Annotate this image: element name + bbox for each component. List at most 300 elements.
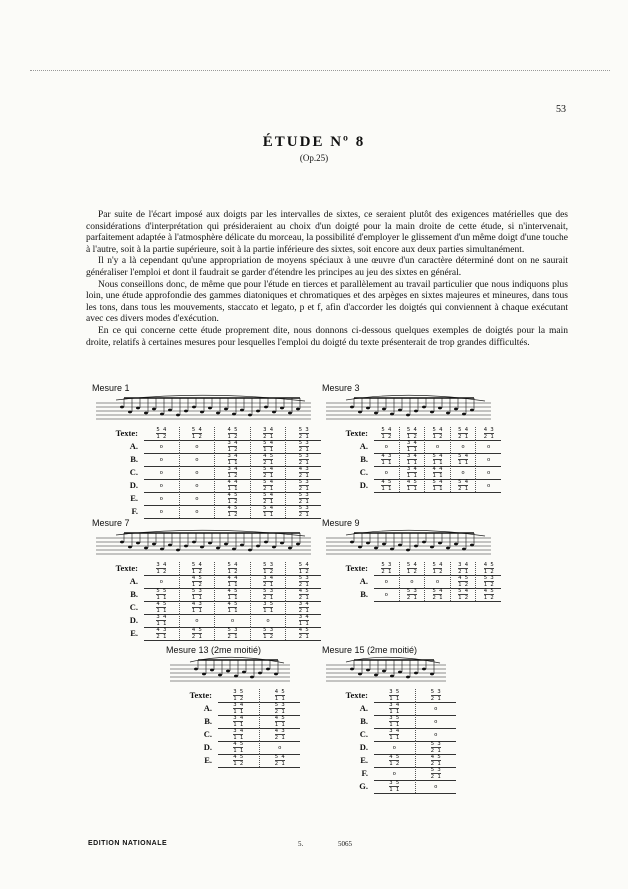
fingering-cell bbox=[180, 492, 216, 505]
finger-lower: 2 1 bbox=[263, 499, 274, 505]
finger-upper: 5 4 bbox=[263, 440, 274, 446]
fingering-row-label: D. bbox=[359, 480, 368, 490]
fingering-cell bbox=[260, 702, 301, 715]
finger-upper: 5 3 bbox=[430, 741, 441, 747]
fingering-cell bbox=[374, 689, 416, 702]
finger-upper: o bbox=[487, 443, 491, 450]
fingering-row bbox=[359, 440, 501, 453]
finger-upper: 4 5 bbox=[227, 492, 238, 498]
fingering-cell bbox=[144, 614, 180, 627]
finger-upper: 5 3 bbox=[430, 689, 441, 695]
fingering-row-label: E. bbox=[204, 755, 212, 765]
finger-lower: 1 2 bbox=[406, 434, 417, 440]
fingering-cell bbox=[180, 466, 216, 479]
finger-upper: 3 4 bbox=[263, 427, 274, 433]
fingering-row bbox=[345, 689, 456, 702]
finger-lower: 1 1 bbox=[389, 722, 400, 728]
fingering-row bbox=[359, 741, 456, 754]
finger-upper: 5 3 bbox=[263, 588, 274, 594]
finger-lower: 1 2 bbox=[191, 569, 202, 575]
finger-lower: 2 1 bbox=[430, 761, 441, 767]
fingering-cell bbox=[425, 440, 451, 453]
fingering-cell bbox=[144, 440, 180, 453]
finger-upper: o bbox=[434, 783, 438, 790]
finger-upper: 4 5 bbox=[298, 627, 309, 633]
finger-upper: 5 3 bbox=[298, 479, 309, 485]
fingering-row-label: E. bbox=[130, 493, 138, 503]
finger-upper: 5 4 bbox=[191, 427, 202, 433]
fingering-cell bbox=[215, 601, 251, 614]
music-staff bbox=[326, 528, 491, 562]
finger-upper: o bbox=[434, 705, 438, 712]
finger-upper: 3 5 bbox=[263, 601, 274, 607]
finger-upper: o bbox=[159, 482, 163, 489]
finger-upper: 4 5 bbox=[263, 453, 274, 459]
finger-upper: 5 4 bbox=[432, 427, 443, 433]
finger-upper: 3 4 bbox=[227, 440, 238, 446]
fingering-cell bbox=[218, 702, 260, 715]
fingering-cell bbox=[144, 453, 180, 466]
finger-upper: 3 4 bbox=[227, 453, 238, 459]
fingering-row-label: B. bbox=[130, 589, 138, 599]
finger-upper: 4 5 bbox=[430, 754, 441, 760]
finger-lower: 2 1 bbox=[430, 696, 441, 702]
finger-upper: 5 4 bbox=[432, 453, 443, 459]
finger-upper: o bbox=[195, 508, 199, 515]
finger-upper: 5 4 bbox=[432, 479, 443, 485]
finger-lower: 2 1 bbox=[483, 434, 494, 440]
finger-upper: o bbox=[195, 495, 199, 502]
fingering-cell bbox=[260, 715, 301, 728]
finger-upper: 5 4 bbox=[191, 562, 202, 568]
finger-lower: 2 1 bbox=[458, 486, 469, 492]
fingering-cell bbox=[451, 479, 477, 492]
fingering-row-label: E. bbox=[130, 628, 138, 638]
finger-upper: 4 5 bbox=[274, 715, 285, 721]
fingering-cell bbox=[144, 627, 180, 640]
finger-lower: 2 1 bbox=[381, 569, 392, 575]
finger-upper: 4 4 bbox=[227, 479, 238, 485]
fingering-cell bbox=[374, 728, 416, 741]
fingering-cell bbox=[476, 453, 501, 466]
finger-lower: 1 2 bbox=[483, 582, 494, 588]
fingering-cell bbox=[251, 505, 287, 518]
fingering-row bbox=[131, 505, 321, 518]
finger-upper: 5 4 bbox=[156, 427, 167, 433]
finger-lower: 2 1 bbox=[298, 473, 309, 479]
fingering-cell bbox=[286, 562, 321, 575]
fingering-cell bbox=[416, 715, 457, 728]
fingering-cell bbox=[374, 715, 416, 728]
fingering-cell bbox=[180, 562, 216, 575]
finger-lower: 2 1 bbox=[298, 595, 309, 601]
fingering-row-label: A. bbox=[359, 703, 368, 713]
finger-upper: 4 5 bbox=[274, 689, 285, 695]
finger-lower: 1 2 bbox=[227, 473, 238, 479]
finger-upper: 3 4 bbox=[406, 440, 417, 446]
fingering-cell bbox=[251, 453, 287, 466]
finger-lower: 1 1 bbox=[233, 722, 244, 728]
finger-upper: 4 5 bbox=[381, 479, 392, 485]
fingering-row-label: C. bbox=[129, 602, 138, 612]
fingering-row bbox=[204, 754, 300, 767]
finger-upper: 5 3 bbox=[298, 492, 309, 498]
finger-upper: 5 4 bbox=[432, 562, 443, 568]
finger-lower: 1 1 bbox=[389, 787, 400, 793]
fingering-cell bbox=[180, 588, 216, 601]
paragraph: Il n'y a là cependant qu'une appropriation de moyens spéciaux à une œuvre d'un caractère déterminé dont on ne saurait généraliser l'emploi et dont il faudrait se garder d'étendre les principes au jeu des sixtes en général. bbox=[86, 256, 568, 278]
finger-lower: 1 1 bbox=[191, 608, 202, 614]
music-staff bbox=[170, 655, 290, 689]
finger-lower: 1 1 bbox=[458, 460, 469, 466]
fingering-cell bbox=[451, 440, 477, 453]
finger-upper: o bbox=[384, 578, 388, 585]
music-staff bbox=[96, 528, 311, 562]
finger-upper: o bbox=[159, 456, 163, 463]
fingering-cell bbox=[144, 492, 180, 505]
fingering-cell bbox=[144, 479, 180, 492]
fingering-row-label: B. bbox=[204, 716, 212, 726]
fingering-cell bbox=[416, 702, 457, 715]
fingering-row bbox=[203, 702, 300, 715]
fingering-row bbox=[345, 427, 501, 440]
finger-lower: 2 1 bbox=[227, 634, 238, 640]
fingering-cell bbox=[215, 492, 251, 505]
fingering-cell bbox=[144, 505, 180, 518]
finger-upper: o bbox=[487, 469, 491, 476]
fingering-row-label: Texte: bbox=[115, 563, 138, 573]
finger-lower: 1 2 bbox=[233, 761, 244, 767]
fingering-cell bbox=[286, 627, 321, 640]
finger-upper: 5 3 bbox=[298, 505, 309, 511]
fingering-cell bbox=[218, 689, 260, 702]
finger-upper: o bbox=[278, 744, 282, 751]
finger-upper: 4 5 bbox=[191, 575, 202, 581]
finger-lower: 1 2 bbox=[432, 434, 443, 440]
finger-lower: 2 1 bbox=[298, 608, 309, 614]
fingering-row bbox=[360, 453, 501, 466]
finger-upper: 5 3 bbox=[191, 588, 202, 594]
finger-upper: o bbox=[435, 443, 440, 450]
fingering-cell bbox=[451, 575, 477, 588]
fingering-cell bbox=[251, 601, 287, 614]
fingering-cell bbox=[286, 601, 321, 614]
finger-lower: 2 1 bbox=[298, 512, 309, 518]
fingering-cell bbox=[416, 741, 457, 754]
finger-lower: 1 1 bbox=[298, 621, 309, 627]
fingering-cell bbox=[400, 575, 426, 588]
fingering-cell bbox=[215, 575, 251, 588]
finger-upper: 5 4 bbox=[458, 479, 469, 485]
finger-lower: 2 1 bbox=[406, 595, 417, 601]
finger-upper: 3 5 bbox=[233, 689, 244, 695]
finger-upper: o bbox=[384, 443, 388, 450]
fingering-cell bbox=[476, 427, 501, 440]
fingering-row bbox=[360, 754, 456, 767]
fingering-cell bbox=[180, 440, 216, 453]
finger-lower: 1 2 bbox=[406, 569, 417, 575]
fingering-row-label: A. bbox=[359, 576, 368, 586]
fingering-row bbox=[130, 492, 321, 505]
publisher: EDITION NATIONALE bbox=[88, 840, 168, 847]
finger-lower: 1 1 bbox=[227, 582, 238, 588]
fingering-cell bbox=[215, 562, 251, 575]
finger-lower: 1 2 bbox=[483, 595, 494, 601]
finger-lower: 2 1 bbox=[263, 582, 274, 588]
fingering-cell bbox=[215, 588, 251, 601]
fingering-cell bbox=[286, 466, 321, 479]
finger-lower: 1 1 bbox=[156, 608, 167, 614]
finger-lower: 1 2 bbox=[227, 434, 238, 440]
finger-upper: o bbox=[384, 469, 388, 476]
finger-upper: 5 3 bbox=[298, 453, 309, 459]
paragraph: En ce qui concerne cette étude proprement dite, nous donnons ci-dessous quelques exemples de doigtés pour la main droite, relatifs à certaines mesures pour lesquelles l'emploi du doigté du texte présenterait de trop grandes difficultés. bbox=[86, 325, 568, 348]
fingering-cell bbox=[425, 466, 451, 479]
finger-upper: 4 3 bbox=[191, 601, 202, 607]
finger-upper: o bbox=[230, 617, 235, 624]
finger-lower: 1 2 bbox=[263, 634, 274, 640]
finger-upper: 3 4 bbox=[156, 562, 167, 568]
music-staff bbox=[326, 393, 491, 427]
fingering-cell bbox=[400, 453, 426, 466]
finger-lower: 1 2 bbox=[156, 569, 167, 575]
fingering-cell bbox=[215, 440, 251, 453]
finger-upper: 3 4 bbox=[406, 453, 417, 459]
finger-upper: 5 3 bbox=[381, 562, 392, 568]
finger-upper: 5 3 bbox=[263, 627, 274, 633]
finger-upper: 4 5 bbox=[406, 479, 417, 485]
fingering-cell bbox=[374, 754, 416, 767]
fingering-cell bbox=[416, 780, 457, 793]
fingering-cell bbox=[251, 588, 287, 601]
finger-lower: 1 1 bbox=[227, 595, 238, 601]
finger-lower: 1 2 bbox=[227, 499, 238, 505]
finger-lower: 1 2 bbox=[458, 582, 469, 588]
fingering-row-label: C. bbox=[359, 467, 368, 477]
fingering-cell bbox=[374, 780, 416, 793]
fingering-cell bbox=[144, 427, 180, 440]
fingering-cell bbox=[286, 588, 321, 601]
fingering-cell bbox=[451, 562, 477, 575]
finger-upper: 5 3 bbox=[274, 702, 285, 708]
finger-upper: 5 4 bbox=[458, 453, 469, 459]
finger-upper: 3 4 bbox=[233, 728, 244, 734]
finger-lower: 2 1 bbox=[274, 761, 285, 767]
fingering-cell bbox=[400, 466, 426, 479]
paragraph: Par suite de l'écart imposé aux doigts par les intervalles de sixtes, ce seraient plutôt des exigences matérielles que des considérations d'interprétation qui présideraient au choix d'un doigté pour la main droite de cette étude, si n'intervenait, parfaitement adaptée à l'atmosphère délicate du morceau, la possibilité d'employer le glissement d'un même doigt d'une touche à l'autre, soit à la partie supérieure, soit à la partie inférieure des sixtes, soit encore aux deux parties simultanément. bbox=[86, 210, 568, 255]
fingering-cell bbox=[144, 562, 180, 575]
finger-upper: 5 5 bbox=[156, 588, 167, 594]
finger-upper: 5 3 bbox=[263, 562, 274, 568]
finger-upper: 4 5 bbox=[483, 588, 494, 594]
finger-lower: 1 2 bbox=[432, 569, 443, 575]
top-rule bbox=[30, 70, 610, 71]
finger-upper: 5 4 bbox=[458, 588, 469, 594]
fingering-cell bbox=[180, 479, 216, 492]
fingering-cell bbox=[215, 479, 251, 492]
fingering-row bbox=[359, 479, 501, 492]
finger-upper: o bbox=[159, 508, 163, 515]
fingering-row-label: B. bbox=[360, 589, 368, 599]
fingering-row bbox=[359, 466, 501, 479]
finger-upper: 4 5 bbox=[227, 588, 238, 594]
opus-number: (Op.25) bbox=[299, 153, 329, 163]
finger-lower: 2 1 bbox=[458, 434, 469, 440]
finger-lower: 1 1 bbox=[156, 595, 167, 601]
finger-lower: 2 1 bbox=[263, 434, 274, 440]
finger-upper: 5 4 bbox=[274, 754, 285, 760]
finger-lower: 1 2 bbox=[191, 582, 202, 588]
fingering-cell bbox=[374, 453, 400, 466]
finger-upper: 5 4 bbox=[298, 562, 309, 568]
finger-upper: 4 3 bbox=[483, 427, 494, 433]
finger-upper: 5 4 bbox=[406, 427, 417, 433]
finger-upper: o bbox=[434, 718, 438, 725]
fingering-row bbox=[130, 453, 321, 466]
finger-lower: 1 1 bbox=[406, 447, 417, 453]
finger-upper: o bbox=[392, 770, 396, 777]
finger-upper: 3 5 bbox=[389, 780, 400, 786]
fingering-cell bbox=[374, 741, 416, 754]
fingering-row-label: Texte: bbox=[345, 428, 368, 438]
finger-lower: 1 1 bbox=[263, 512, 274, 518]
fingering-cell bbox=[180, 627, 216, 640]
finger-upper: 5 4 bbox=[432, 588, 443, 594]
fingering-cell bbox=[425, 575, 451, 588]
finger-upper: 5 4 bbox=[263, 492, 274, 498]
fingering-row bbox=[129, 614, 321, 627]
fingering-row-label: G. bbox=[359, 781, 368, 791]
fingering-cell bbox=[374, 562, 400, 575]
finger-upper: o bbox=[159, 469, 163, 476]
finger-lower: 1 1 bbox=[233, 735, 244, 741]
fingering-cell bbox=[215, 627, 251, 640]
fingering-row-label: D. bbox=[203, 742, 212, 752]
fingering-cell bbox=[374, 702, 416, 715]
finger-lower: 1 2 bbox=[227, 569, 238, 575]
fingering-cell bbox=[425, 427, 451, 440]
fingering-row bbox=[115, 427, 321, 440]
fingering-cell bbox=[286, 427, 321, 440]
finger-lower: 1 1 bbox=[274, 696, 285, 702]
fingering-cell bbox=[476, 588, 501, 601]
finger-upper: 3 4 bbox=[406, 466, 417, 472]
fingering-cell bbox=[180, 601, 216, 614]
fingering-cell bbox=[215, 614, 251, 627]
fingering-cell bbox=[476, 479, 501, 492]
finger-lower: 2 1 bbox=[458, 569, 469, 575]
finger-upper: 4 5 bbox=[227, 505, 238, 511]
fingering-cell bbox=[218, 754, 260, 767]
finger-upper: 5 3 bbox=[298, 427, 309, 433]
finger-lower: 1 2 bbox=[381, 434, 392, 440]
fingering-cell bbox=[374, 479, 400, 492]
fingering-row bbox=[130, 627, 321, 640]
fingering-cell bbox=[180, 427, 216, 440]
fingering-cell bbox=[180, 453, 216, 466]
finger-upper: o bbox=[195, 456, 199, 463]
fingering-cell bbox=[251, 479, 287, 492]
fingering-cell bbox=[374, 767, 416, 780]
finger-upper: 5 4 bbox=[263, 505, 274, 511]
fingering-cell bbox=[260, 754, 301, 767]
fingering-row bbox=[129, 440, 321, 453]
fingering-cell bbox=[260, 728, 301, 741]
finger-upper: 5 3 bbox=[406, 588, 417, 594]
finger-upper: 5 4 bbox=[406, 562, 417, 568]
finger-upper: 5 4 bbox=[263, 479, 274, 485]
fingering-cell bbox=[416, 767, 457, 780]
fingering-cell bbox=[400, 479, 426, 492]
finger-upper: 5 4 bbox=[381, 427, 392, 433]
fingering-cell bbox=[476, 466, 501, 479]
fingering-cell bbox=[215, 427, 251, 440]
fingering-row bbox=[361, 767, 456, 780]
finger-upper: o bbox=[487, 456, 491, 463]
finger-upper: 3 4 bbox=[298, 601, 309, 607]
fingering-row bbox=[345, 562, 501, 575]
fingering-cell bbox=[425, 453, 451, 466]
finger-lower: 2 1 bbox=[263, 460, 274, 466]
music-staff bbox=[96, 393, 311, 427]
fingering-cell bbox=[218, 715, 260, 728]
fingering-row-label: A. bbox=[129, 441, 138, 451]
fingering-row-label: F. bbox=[131, 506, 138, 516]
finger-lower: 1 2 bbox=[483, 569, 494, 575]
fingering-cell bbox=[416, 689, 457, 702]
finger-lower: 1 2 bbox=[263, 569, 274, 575]
finger-upper: o bbox=[410, 578, 414, 585]
finger-lower: 2 1 bbox=[298, 486, 309, 492]
finger-lower: 1 2 bbox=[298, 569, 309, 575]
finger-upper: 5 3 bbox=[227, 627, 238, 633]
finger-lower: 1 2 bbox=[227, 512, 238, 518]
finger-lower: 1 2 bbox=[156, 434, 167, 440]
fingering-cell bbox=[425, 479, 451, 492]
fingering-cell bbox=[400, 427, 426, 440]
fingering-row bbox=[360, 715, 456, 728]
fingering-cell bbox=[180, 505, 216, 518]
finger-upper: 3 4 bbox=[233, 715, 244, 721]
measure-label: Mesure 3 bbox=[322, 383, 360, 393]
finger-upper: 4 5 bbox=[458, 575, 469, 581]
measure-label: Mesure 7 bbox=[92, 518, 130, 528]
fingering-cell bbox=[260, 689, 301, 702]
finger-lower: 1 1 bbox=[227, 486, 238, 492]
fingering-row bbox=[115, 562, 321, 575]
fingering-row bbox=[129, 575, 321, 588]
fingering-row-label: D. bbox=[359, 742, 368, 752]
finger-upper: 5 3 bbox=[483, 575, 494, 581]
finger-lower: 1 2 bbox=[227, 447, 238, 453]
fingering-cell bbox=[286, 575, 321, 588]
finger-lower: 1 1 bbox=[432, 460, 443, 466]
finger-lower: 2 1 bbox=[298, 460, 309, 466]
finger-upper: 3 4 bbox=[233, 702, 244, 708]
finger-upper: o bbox=[195, 443, 199, 450]
fingering-cell bbox=[144, 588, 180, 601]
fingering-cell bbox=[180, 575, 216, 588]
fingering-row bbox=[360, 588, 501, 601]
finger-upper: o bbox=[159, 578, 163, 585]
fingering-cell bbox=[144, 601, 180, 614]
finger-upper: 4 3 bbox=[274, 728, 285, 734]
finger-lower: 2 1 bbox=[298, 434, 309, 440]
fingering-row-label: A. bbox=[359, 441, 368, 451]
finger-lower: 2 1 bbox=[263, 595, 274, 601]
fingering-cell bbox=[286, 492, 321, 505]
fingering-cell bbox=[286, 614, 321, 627]
